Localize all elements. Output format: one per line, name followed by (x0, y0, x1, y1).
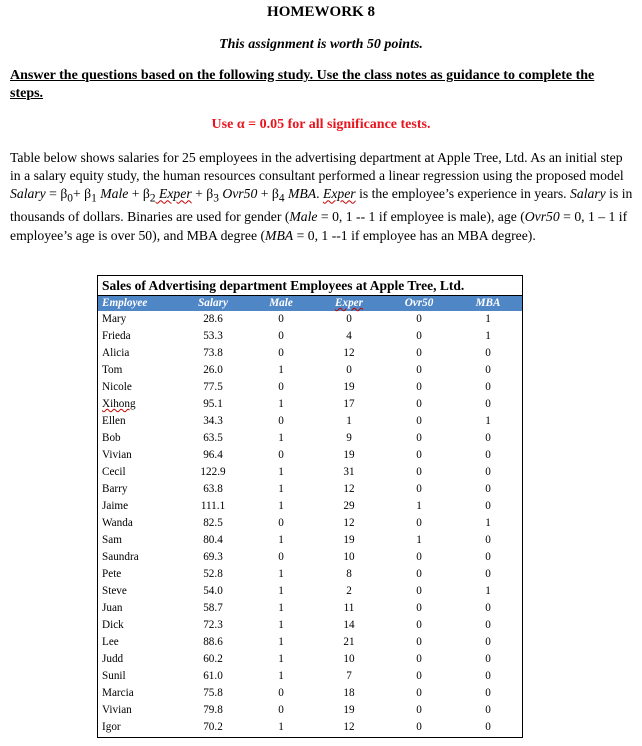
table-row (98, 600, 522, 617)
exper-cell: 19 (343, 381, 355, 393)
employee-cell: Mary (102, 313, 127, 325)
salary-cell: 52.8 (203, 568, 223, 580)
salary-data-table (98, 296, 522, 736)
mba-cell: 0 (485, 636, 491, 648)
salary-cell: 58.7 (203, 602, 223, 614)
male-cell: 0 (278, 330, 284, 342)
table-row (98, 549, 522, 566)
employee-cell: Ellen (102, 415, 126, 427)
mba-cell: 1 (485, 313, 491, 325)
salary-cell: 63.8 (203, 483, 223, 495)
salary-cell: 69.3 (203, 551, 223, 563)
exper-cell: 19 (343, 534, 355, 546)
salary-cell: 70.2 (203, 721, 223, 733)
table-row (98, 634, 522, 651)
table-row (98, 447, 522, 464)
mba-cell: 0 (485, 534, 491, 546)
exper-cell: 0 (346, 313, 352, 325)
mba-cell: 0 (485, 483, 491, 495)
mba-cell: 0 (485, 381, 491, 393)
table-row (98, 311, 522, 328)
employee-cell: Jaime (102, 500, 129, 512)
male-cell: 0 (278, 551, 284, 563)
exper-cell: 19 (343, 704, 355, 716)
male-cell: 1 (278, 619, 284, 631)
ovr50-cell: 0 (416, 483, 422, 495)
ovr50-cell: 0 (416, 381, 422, 393)
male-cell: 0 (278, 313, 284, 325)
mba-cell: 0 (485, 687, 491, 699)
ovr50-cell: 0 (416, 551, 422, 563)
employee-cell: Judd (102, 653, 124, 665)
table-row (98, 566, 522, 583)
salary-cell: 96.4 (203, 449, 223, 461)
ovr50-cell: 0 (416, 449, 422, 461)
employee-cell (98, 396, 178, 413)
male-cell: 1 (278, 653, 284, 665)
exper-cell: 10 (343, 551, 355, 563)
exper-cell: 9 (346, 432, 352, 444)
mba-cell: 1 (485, 415, 491, 427)
salary-cell: 60.2 (203, 653, 223, 665)
male-cell: 1 (278, 432, 284, 444)
exper-cell: 12 (343, 483, 355, 495)
table-row (98, 515, 522, 532)
employee-cell: Sam (102, 534, 122, 546)
male-cell: 0 (278, 687, 284, 699)
col-header-exper: Exper (335, 297, 363, 309)
ovr50-cell: 0 (416, 330, 422, 342)
exper-cell: 7 (346, 670, 352, 682)
mba-cell: 1 (485, 517, 491, 529)
table-row (98, 532, 522, 549)
instruction-heading: Answer the questions based on the following study. Use the class notes as guidance to complete the steps. (10, 68, 595, 101)
employee-cell: Marcia (102, 687, 134, 699)
study-description: Table below shows salaries for 25 employees in the advertising department at Apple Tree, Ltd. As an initial step in a salary equity study, the human resources consultant performed a linear regression using the proposed model Salary = $\beta_0+ \beta_1$ Male + $\beta_2$ Exper + $\beta_3$ $Ovr50 + \beta_4$ MBA. Exper is the employee’s experience in years. Salary is in thousands of dollars. Binaries are used for gender (Male = 0, 1 -- 1 if employee is male), age (Ovr50 = 0, 1 – 1 if employee’s age is over 50), and MBA degree (MBA = 0, 1 --1 if employee has an MBA degree). (10, 150, 633, 243)
mba-cell: 0 (485, 619, 491, 631)
salary-cell: 26.0 (203, 364, 223, 376)
male-cell: 1 (278, 364, 284, 376)
mba-cell: 1 (485, 585, 491, 597)
employee-cell: Sunil (102, 670, 126, 682)
exper-cell: 12 (343, 517, 355, 529)
table-row (98, 379, 522, 396)
exper-cell: 11 (343, 602, 355, 614)
exper-cell: 31 (343, 466, 355, 478)
male-cell: 0 (278, 449, 284, 461)
salary-cell: 122.9 (200, 466, 226, 478)
table-body (98, 311, 522, 736)
employee-cell: Tom (102, 364, 123, 376)
ovr50-cell: 0 (416, 347, 422, 359)
col-header-salary: Salary (198, 297, 228, 309)
table-row (98, 396, 522, 413)
employee-cell: Saundra (102, 551, 139, 563)
male-cell: 1 (278, 398, 284, 410)
mba-cell: 0 (485, 721, 491, 733)
employee-cell: Barry (102, 483, 128, 495)
exper-cell: 12 (343, 347, 355, 359)
ovr50-cell: 0 (416, 721, 422, 733)
ovr50-cell: 0 (416, 687, 422, 699)
ovr50-cell: 0 (416, 653, 422, 665)
employee-cell: Vivian (102, 449, 132, 461)
table-row (98, 651, 522, 668)
table-row (98, 719, 522, 736)
exper-cell: 17 (343, 398, 355, 410)
ovr50-cell: 1 (416, 534, 422, 546)
ovr50-cell: 0 (416, 466, 422, 478)
male-cell: 1 (278, 585, 284, 597)
salary-cell: 53.3 (203, 330, 223, 342)
employee-cell: Steve (102, 585, 127, 597)
col-header-employee: Employee (102, 297, 148, 309)
table-row (98, 481, 522, 498)
points-note: This assignment is worth 50 points. (219, 37, 423, 52)
male-cell: 1 (278, 483, 284, 495)
employee-cell: Vivian (102, 704, 132, 716)
ovr50-cell: 0 (416, 364, 422, 376)
significance-note: Use α = 0.05 for all significance tests. (211, 117, 431, 132)
employee-cell: Juan (102, 602, 123, 614)
table-row (98, 702, 522, 719)
salary-cell: 73.8 (203, 347, 223, 359)
mba-cell: 0 (485, 432, 491, 444)
male-cell: 1 (278, 466, 284, 478)
table-row (98, 583, 522, 600)
male-cell: 0 (278, 381, 284, 393)
salary-cell: 80.4 (203, 534, 223, 546)
salary-cell: 95.1 (203, 398, 223, 410)
mba-cell: 0 (485, 602, 491, 614)
male-cell: 1 (278, 721, 284, 733)
exper-cell: 0 (346, 364, 352, 376)
ovr50-cell: 0 (416, 585, 422, 597)
male-cell: 1 (278, 500, 284, 512)
mba-cell: 0 (485, 398, 491, 410)
salary-cell: 77.5 (203, 381, 223, 393)
ovr50-cell: 0 (416, 432, 422, 444)
male-cell: 0 (278, 704, 284, 716)
table-row (98, 617, 522, 634)
employee-cell: Wanda (102, 517, 133, 529)
mba-cell: 0 (485, 568, 491, 580)
exper-cell: 29 (343, 500, 355, 512)
ovr50-cell: 0 (416, 619, 422, 631)
table-row (98, 464, 522, 481)
mba-cell: 0 (485, 551, 491, 563)
mba-cell: 0 (485, 500, 491, 512)
salary-cell: 54.0 (203, 585, 223, 597)
salary-cell: 75.8 (203, 687, 223, 699)
exper-cell: 4 (346, 330, 352, 342)
employee-cell: Lee (102, 636, 119, 648)
employee-cell: Frieda (102, 330, 131, 342)
ovr50-cell: 0 (416, 517, 422, 529)
male-cell: 1 (278, 670, 284, 682)
table-row (98, 328, 522, 345)
mba-cell: 0 (485, 670, 491, 682)
table-row (98, 430, 522, 447)
col-header-male: Male (269, 297, 293, 309)
table-caption: Sales of Advertising department Employees at Apple Tree, Ltd. (98, 276, 522, 296)
salary-cell: 79.8 (203, 704, 223, 716)
ovr50-cell: 0 (416, 313, 422, 325)
salary-cell: 111.1 (200, 500, 226, 512)
ovr50-cell: 1 (416, 500, 422, 512)
mba-cell: 1 (485, 330, 491, 342)
salary-table (97, 275, 523, 738)
employee-cell: Dick (102, 619, 124, 631)
salary-cell: 72.3 (203, 619, 223, 631)
mba-cell: 0 (485, 347, 491, 359)
male-cell: 0 (278, 415, 284, 427)
male-cell: 1 (278, 534, 284, 546)
page-title: HOMEWORK 8 (267, 4, 375, 20)
table-header-row (98, 296, 522, 311)
male-cell: 1 (278, 568, 284, 580)
exper-cell: 1 (346, 415, 352, 427)
mba-cell: 0 (485, 364, 491, 376)
employee-cell: Bob (102, 432, 121, 444)
table-row (98, 345, 522, 362)
ovr50-cell: 0 (416, 670, 422, 682)
salary-cell: 63.5 (203, 432, 223, 444)
salary-cell: 82.5 (203, 517, 223, 529)
employee-cell: Nicole (102, 381, 132, 393)
ovr50-cell: 0 (416, 568, 422, 580)
exper-cell: 8 (346, 568, 352, 580)
col-header-ovr50: Ovr50 (404, 297, 434, 309)
exper-cell: 14 (343, 619, 355, 631)
employee-cell: Cecil (102, 466, 126, 478)
ovr50-cell: 0 (416, 602, 422, 614)
exper-cell: 18 (343, 687, 355, 699)
table-row (98, 362, 522, 379)
table-row (98, 498, 522, 515)
ovr50-cell: 0 (416, 415, 422, 427)
mba-cell: 0 (485, 449, 491, 461)
mba-cell: 0 (485, 466, 491, 478)
mba-cell: 0 (485, 704, 491, 716)
employee-cell: Alicia (102, 347, 130, 359)
ovr50-cell: 0 (416, 398, 422, 410)
salary-cell: 28.6 (203, 313, 223, 325)
exper-cell: 12 (343, 721, 355, 733)
col-header-mba: MBA (475, 297, 501, 309)
salary-cell: 34.3 (203, 415, 223, 427)
salary-cell: 88.6 (203, 636, 223, 648)
exper-cell: 19 (343, 449, 355, 461)
ovr50-cell: 0 (416, 636, 422, 648)
salary-cell: 61.0 (203, 670, 223, 682)
male-cell: 1 (278, 636, 284, 648)
male-cell: 1 (278, 602, 284, 614)
table-row (98, 685, 522, 702)
employee-name: Xihong (102, 398, 136, 410)
exper-cell: 2 (346, 585, 352, 597)
table-row (98, 668, 522, 685)
exper-cell: 21 (343, 636, 355, 648)
employee-cell: Pete (102, 568, 122, 580)
ovr50-cell: 0 (416, 704, 422, 716)
table-row (98, 413, 522, 430)
male-cell: 0 (278, 517, 284, 529)
mba-cell: 0 (485, 653, 491, 665)
employee-cell: Igor (102, 721, 121, 733)
exper-cell: 10 (343, 653, 355, 665)
male-cell: 0 (278, 347, 284, 359)
